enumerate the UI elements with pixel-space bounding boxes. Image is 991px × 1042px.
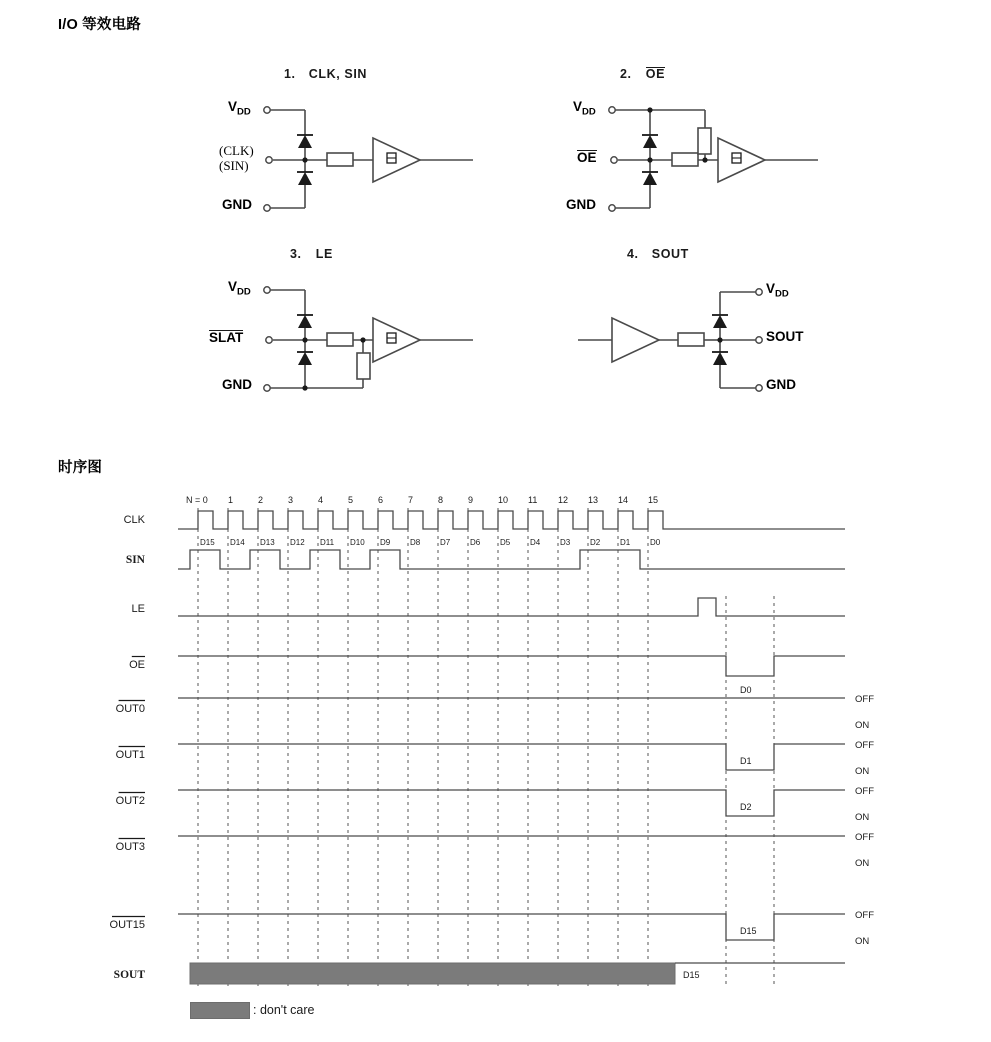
circuit-1-gnd-label: GND (222, 197, 252, 212)
signal-label-sout: SOUT (113, 969, 145, 981)
input-terminal (266, 157, 272, 163)
oe-waveform (178, 656, 845, 676)
input-buffer (373, 318, 420, 362)
sout-terminal (756, 337, 762, 343)
sin-bit-label-14: D1 (620, 538, 631, 547)
esd-diode-lower (712, 352, 728, 365)
gnd-terminal (756, 385, 762, 391)
timing-diagram-svg (0, 486, 991, 1042)
output-buffer (612, 318, 659, 362)
clk-waveform (178, 511, 845, 529)
circuit-4-label: SOUT (651, 247, 689, 261)
circuit-3-number: 3. (290, 247, 302, 261)
esd-diode-lower (642, 172, 658, 185)
sin-bit-label-2: D13 (260, 538, 275, 547)
sin-bit-label-15: D0 (650, 538, 661, 547)
vdd-node-dot (647, 107, 652, 112)
page-title-timing-diagram: 时序图 (58, 460, 103, 476)
circuit-4-vdd-label: $V_{DD}$ (766, 281, 789, 300)
circuit-4-sout-label: SOUT (766, 329, 804, 344)
sin-bit-label-5: D10 (350, 538, 365, 547)
series-resistor (327, 153, 353, 166)
circuit-1-title (284, 67, 367, 81)
circuit-4-gnd-label: GND (766, 377, 796, 392)
esd-diode-upper (712, 315, 728, 328)
circuit-2-number: 2. (620, 67, 632, 81)
io-equivalent-circuits-group (0, 55, 991, 415)
circuit-3-schematic (215, 270, 515, 420)
pullup-resistor (698, 128, 711, 154)
clock-index-label-12: 12 (558, 495, 569, 505)
series-resistor (672, 153, 698, 166)
sin-bit-label-10: D5 (500, 538, 511, 547)
sin-bit-label-11: D4 (530, 538, 541, 547)
sin-bit-label-9: D6 (470, 538, 481, 547)
signal-label-out15: OUT15 (109, 919, 145, 931)
vdd-terminal (609, 107, 615, 113)
sin-bit-label-12: D3 (560, 538, 571, 547)
circuit-3-input-label: SLAT (209, 330, 244, 345)
sin-bit-label-0: D15 (200, 538, 215, 547)
input-node-dot (302, 337, 307, 342)
output-node-dot (717, 337, 722, 342)
sin-bit-label-1: D14 (230, 538, 245, 547)
circuit-1-input-label: (CLK) (SIN) (219, 143, 254, 173)
sout-dont-care-block (190, 963, 675, 984)
esd-diode-upper (297, 315, 313, 328)
circuit-3-vdd-label: $V_{DD}$ (228, 279, 251, 298)
gnd-terminal (264, 385, 270, 391)
circuit-4-title (627, 247, 689, 261)
circuit-2-title (620, 67, 665, 82)
esd-diode-upper (297, 135, 313, 148)
sout-data-label: D15 (683, 970, 700, 980)
input-buffer (718, 138, 765, 182)
input-buffer (373, 138, 420, 182)
circuit-1-vdd-label: $V_{DD}$ (228, 99, 251, 118)
clock-index-label-6: 6 (378, 495, 384, 505)
clock-index-label-15: 15 (648, 495, 659, 505)
input-node-dot (647, 157, 652, 162)
clock-index-label-0: N = 0 (186, 495, 208, 505)
clock-index-label-4: 4 (318, 495, 324, 505)
page-title-io-circuits: I/O 等效电路 (58, 17, 141, 33)
pulldown-resistor (357, 353, 370, 379)
gnd-node-dot (302, 385, 307, 390)
circuit-2-label: OE (645, 67, 666, 81)
circuit-1-schematic (215, 90, 515, 240)
signal-label-le: LE (131, 603, 145, 615)
sin-bit-label-7: D8 (410, 538, 421, 547)
circuit-2-schematic (560, 90, 860, 240)
clock-index-label-10: 10 (498, 495, 509, 505)
out0-data-label: D0 (740, 685, 752, 695)
gnd-terminal (609, 205, 615, 211)
circuit-3-title (290, 247, 333, 261)
clock-index-label-2: 2 (258, 495, 264, 505)
circuit-2-vdd-label: $V_{DD}$ (573, 99, 596, 118)
circuit-2-input-label: OE (577, 150, 597, 165)
vdd-terminal (756, 289, 762, 295)
signal-label-oe: OE (129, 659, 145, 671)
esd-diode-lower (297, 172, 313, 185)
signal-label-out1: OUT1 (115, 749, 145, 761)
signal-label-out0: OUT0 (115, 703, 145, 715)
input-terminal (611, 157, 617, 163)
dont-care-legend-label: : don't care (253, 1003, 315, 1017)
out1-on-label: ON (855, 766, 870, 777)
clock-index-label-5: 5 (348, 495, 354, 505)
sin-bit-label-6: D9 (380, 538, 391, 547)
clock-index-label-9: 9 (468, 495, 474, 505)
pullup-node-dot (702, 157, 707, 162)
pulldown-node-dot (360, 337, 365, 342)
clock-index-label-14: 14 (618, 495, 629, 505)
out3-on-label: ON (855, 858, 870, 869)
sin-waveform (178, 550, 845, 569)
signal-label-out3: OUT3 (115, 841, 145, 853)
out2-off-label: OFF (855, 786, 874, 797)
circuit-1-number: 1. (284, 67, 296, 81)
out2-data-label: D2 (740, 802, 752, 812)
esd-diode-lower (297, 352, 313, 365)
vdd-terminal (264, 287, 270, 293)
out0-on-label: ON (855, 720, 870, 731)
out3-off-label: OFF (855, 832, 874, 843)
clock-index-label-13: 13 (588, 495, 599, 505)
series-resistor (678, 333, 704, 346)
esd-diode-upper (642, 135, 658, 148)
input-terminal (266, 337, 272, 343)
sin-bit-label-13: D2 (590, 538, 601, 547)
out15-data-label: D15 (740, 926, 757, 936)
out0-off-label: OFF (855, 694, 874, 705)
sin-bit-label-3: D12 (290, 538, 305, 547)
out1-off-label: OFF (855, 740, 874, 751)
circuit-1-label: CLK, SIN (308, 67, 368, 81)
signal-label-out2: OUT2 (115, 795, 145, 807)
clock-index-label-3: 3 (288, 495, 294, 505)
circuit-4-schematic (560, 270, 860, 420)
clock-index-label-11: 11 (528, 495, 538, 505)
le-waveform (178, 598, 845, 616)
sin-bit-label-8: D7 (440, 538, 451, 547)
out1-data-label: D1 (740, 756, 752, 766)
clock-index-label-7: 7 (408, 495, 414, 505)
series-resistor (327, 333, 353, 346)
out15-on-label: ON (855, 936, 870, 947)
circuit-3-label: LE (315, 247, 333, 261)
sin-bit-label-4: D11 (320, 538, 335, 547)
circuit-2-gnd-label: GND (566, 197, 596, 212)
timing-diagram (0, 486, 991, 1042)
dont-care-swatch (190, 1002, 250, 1019)
input-node-dot (302, 157, 307, 162)
out2-on-label: ON (855, 812, 870, 823)
signal-label-sin: SIN (125, 554, 145, 566)
circuit-4-number: 4. (627, 247, 639, 261)
signal-label-clk: CLK (123, 514, 145, 526)
clock-index-label-1: 1 (228, 495, 234, 505)
gnd-terminal (264, 205, 270, 211)
vdd-terminal (264, 107, 270, 113)
circuit-3-gnd-label: GND (222, 377, 252, 392)
clock-index-label-8: 8 (438, 495, 444, 505)
out15-off-label: OFF (855, 910, 874, 921)
